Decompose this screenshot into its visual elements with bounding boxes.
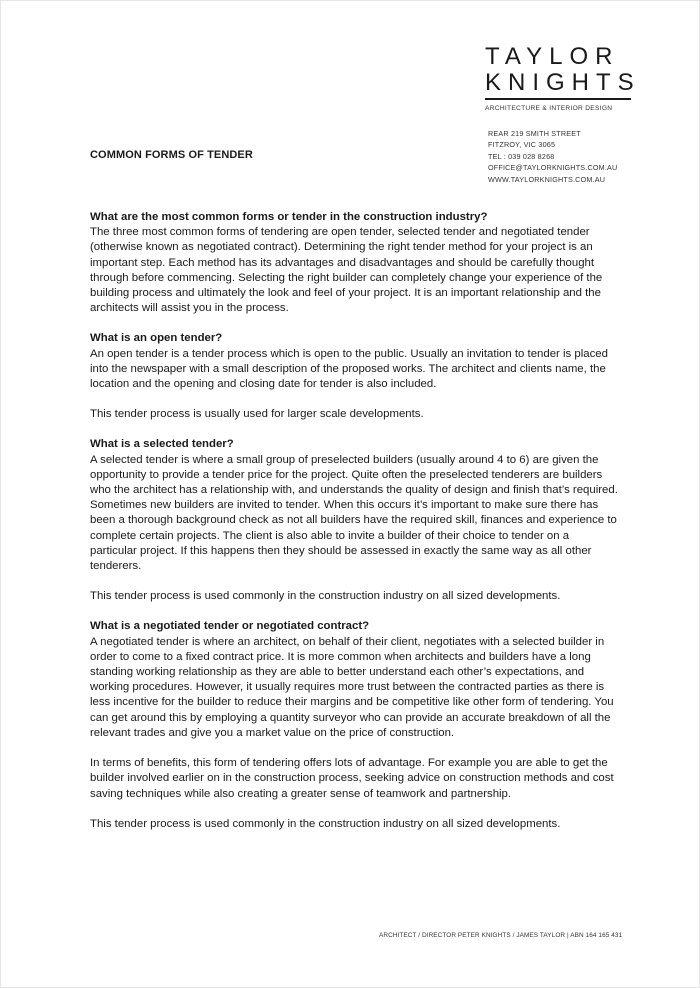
logo-line-knights: KNIGHTS bbox=[485, 69, 641, 96]
section-open-tender bbox=[90, 331, 618, 422]
section-negotiated-tender bbox=[90, 619, 618, 831]
paragraph: This tender process is used commonly in the construction industry on all sized developments. bbox=[90, 817, 561, 830]
paragraph: This tender process is used commonly in the construction industry on all sized developments. bbox=[90, 590, 561, 603]
section-heading: What is a negotiated tender or negotiated contract? bbox=[90, 620, 370, 633]
paragraph: The three most common forms of tendering are open tender, selected tender and negotiated tender (otherwise known as negotiated contract). Determining the right tender method for your project is an important step. Each method has its advantages and disadvantages and should be carefully thought through before commencing. Selecting the right builder can completely change your experience of the building process and ultimately the look and feel of your project. It is an important relationship and the architects will assist you in the process. bbox=[90, 226, 603, 315]
paragraph: In terms of benefits, this form of tendering offers lots of advantage. For example you are able to get the builder involved earlier on in the construction process, seeking advice on construction methods and cost saving techniques while also creating a greater sense of teamwork and partnership. bbox=[90, 757, 614, 800]
logo-divider bbox=[485, 98, 631, 100]
logo-subtitle: ARCHITECTURE & INTERIOR DESIGN bbox=[485, 104, 613, 112]
paragraph: This tender process is usually used for larger scale developments. bbox=[90, 408, 424, 421]
email-address: OFFICE@TAYLORKNIGHTS.COM.AU bbox=[488, 163, 618, 173]
address-suburb: FITZROY, VIC 3065 bbox=[488, 140, 556, 150]
section-intro bbox=[90, 210, 618, 316]
paragraph: A negotiated tender is where an architect, on behalf of their client, negotiates with a selected builder in order to come to a fixed contract price. It is more common when architects and builders have a long standing working relationship as they are able to better understand each other’s expectations, and working procedures. However, it usually requires more trust between the contracted parties as there is less incentive for the builder to reduce their margins and be competitive like other form of tendering. You can get around this by employing a quantity surveyor who can provide an accurate breakdown of all the relevant trades and give you a market value on the price of construction. bbox=[90, 635, 614, 739]
paragraph: A selected tender is where a small group of preselected builders (usually around 4 to 6) are given the opportunity to provide a tender price for the project. Quite often the preselected tenderers are builders who the architect has a relationship with, and understands the quality of design and finish that’s required. Sometimes new builders are invited to tender. When this occurs it’s important to make sure there has been a thorough background check as not all builders have the required skill, finances and experience to complete certain projects. The client is also able to invite a builder of their choice to tender on a particular project. If this happens then they should be assessed in exactly the same way as all other tenderers. bbox=[90, 453, 618, 573]
page-footer: ARCHITECT / DIRECTOR PETER KNIGHTS / JAMES TAYLOR | ABN 164 165 431 bbox=[379, 932, 623, 939]
section-heading: What is an open tender? bbox=[90, 332, 223, 345]
section-heading: What are the most common forms or tender in the construction industry? bbox=[90, 211, 488, 223]
document-body bbox=[90, 210, 618, 847]
paragraph: An open tender is a tender process which is open to the public. Usually an invitation to tender is placed into the newspaper with a small description of the proposed works. The architect and clients name, the location and the opening and closing date for tender is also included. bbox=[90, 347, 608, 391]
address-street: REAR 219 SMITH STREET bbox=[488, 129, 581, 138]
section-selected-tender bbox=[90, 437, 618, 604]
company-logo bbox=[485, 43, 641, 112]
section-heading: What is a selected tender? bbox=[90, 438, 234, 451]
company-address-block bbox=[488, 128, 617, 185]
document-title: COMMON FORMS OF TENDER bbox=[90, 149, 253, 161]
website-address: WWW.TAYLORKNIGHTS.COM.AU bbox=[488, 174, 606, 184]
logo-line-taylor: TAYLOR bbox=[485, 43, 620, 70]
phone-number: TEL : 039 028 8268 bbox=[488, 151, 555, 161]
